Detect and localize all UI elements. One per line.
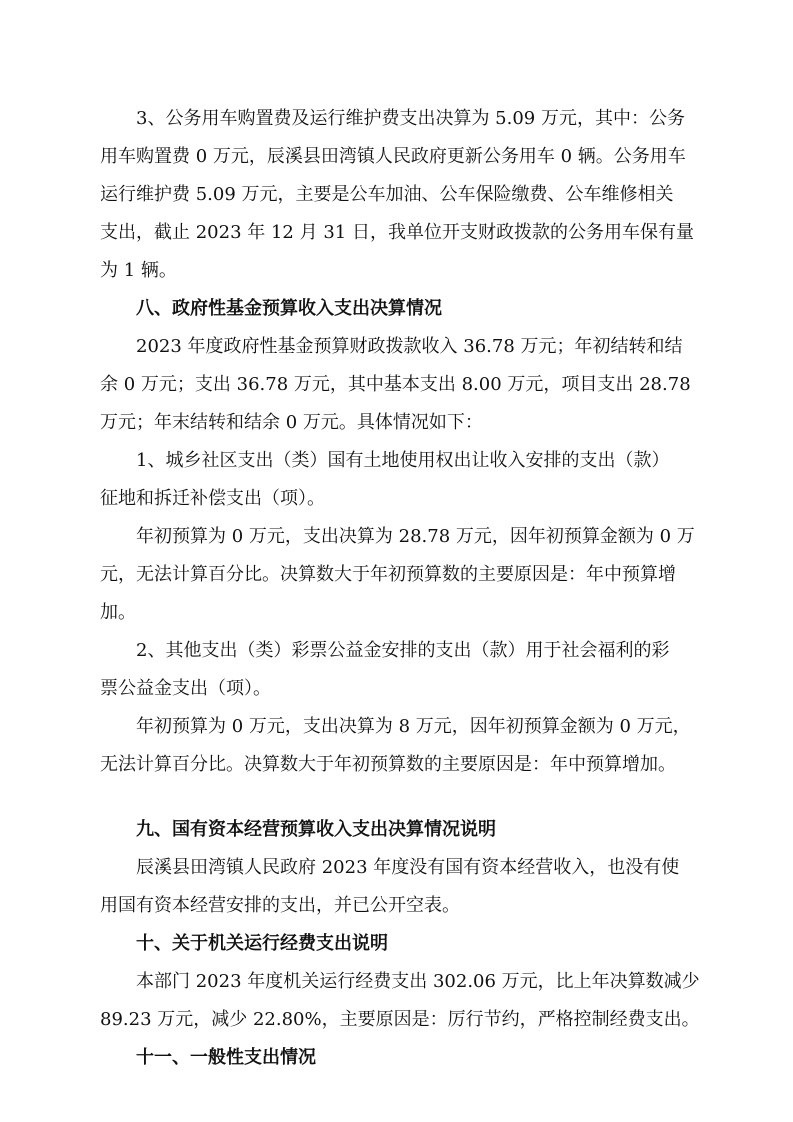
paragraph-line: 票公益金支出（项）。 (100, 678, 271, 699)
paragraph-line: 3、公务用车购置费及运行维护费支出决算为 5.09 万元，其中：公务 (136, 108, 685, 129)
paragraph-line: 征地和拆迁补偿支出（项）。 (100, 488, 325, 509)
paragraph-line: 年初预算为 0 万元，支出决算为 28.78 万元，因年初预算金额为 0 万 (136, 526, 695, 547)
paragraph-line: 万元；年末结转和结余 0 万元。具体情况如下： (100, 412, 483, 433)
paragraph-line: 辰溪县田湾镇人民政府 2023 年度没有国有资本经营收入，也没有使 (136, 857, 680, 878)
section-heading-10: 十、关于机关运行经费支出说明 (136, 933, 388, 954)
section-heading-9: 九、国有资本经营预算收入支出决算情况说明 (136, 819, 496, 840)
paragraph-line: 支出，截止 2023 年 12 月 31 日，我单位开支财政拨款的公务用车保有量 (100, 222, 694, 243)
paragraph-line: 为 1 辆。 (100, 260, 177, 281)
paragraph-line: 用国有资本经营安排的支出，并已公开空表。 (100, 895, 460, 916)
paragraph-line: 无法计算百分比。决算数大于年初预算数的主要原因是：年中预算增加。 (100, 754, 676, 775)
paragraph-line: 本部门 2023 年度机关运行经费支出 302.06 万元，比上年决算数减少 (136, 971, 700, 992)
section-heading-11: 十一、一般性支出情况 (136, 1047, 316, 1068)
paragraph-line: 2023 年度政府性基金预算财政拨款收入 36.78 万元；年初结转和结 (136, 336, 683, 357)
paragraph-line: 1、城乡社区支出（类）国有土地使用权出让收入安排的支出（款） (136, 450, 670, 471)
paragraph-line: 加。 (100, 602, 136, 623)
paragraph-line: 89.23 万元，减少 22.80%，主要原因是：厉行节约，严格控制经费支出。 (100, 1009, 700, 1030)
paragraph-line: 2、其他支出（类）彩票公益金安排的支出（款）用于社会福利的彩 (136, 640, 670, 661)
section-heading-8: 八、政府性基金预算收入支出决算情况 (136, 298, 442, 319)
paragraph-line: 余 0 万元；支出 36.78 万元，其中基本支出 8.00 万元，项目支出 28.78 (100, 374, 691, 395)
paragraph-line: 用车购置费 0 万元，辰溪县田湾镇人民政府更新公务用车 0 辆。公务用车 (100, 146, 686, 167)
paragraph-line: 运行维护费 5.09 万元，主要是公车加油、公车保险缴费、公车维修相关 (100, 184, 674, 205)
paragraph-line: 元，无法计算百分比。决算数大于年初预算数的主要原因是：年中预算增 (100, 564, 676, 585)
paragraph-line: 年初预算为 0 万元，支出决算为 8 万元，因年初预算金额为 0 万元， (136, 716, 691, 737)
